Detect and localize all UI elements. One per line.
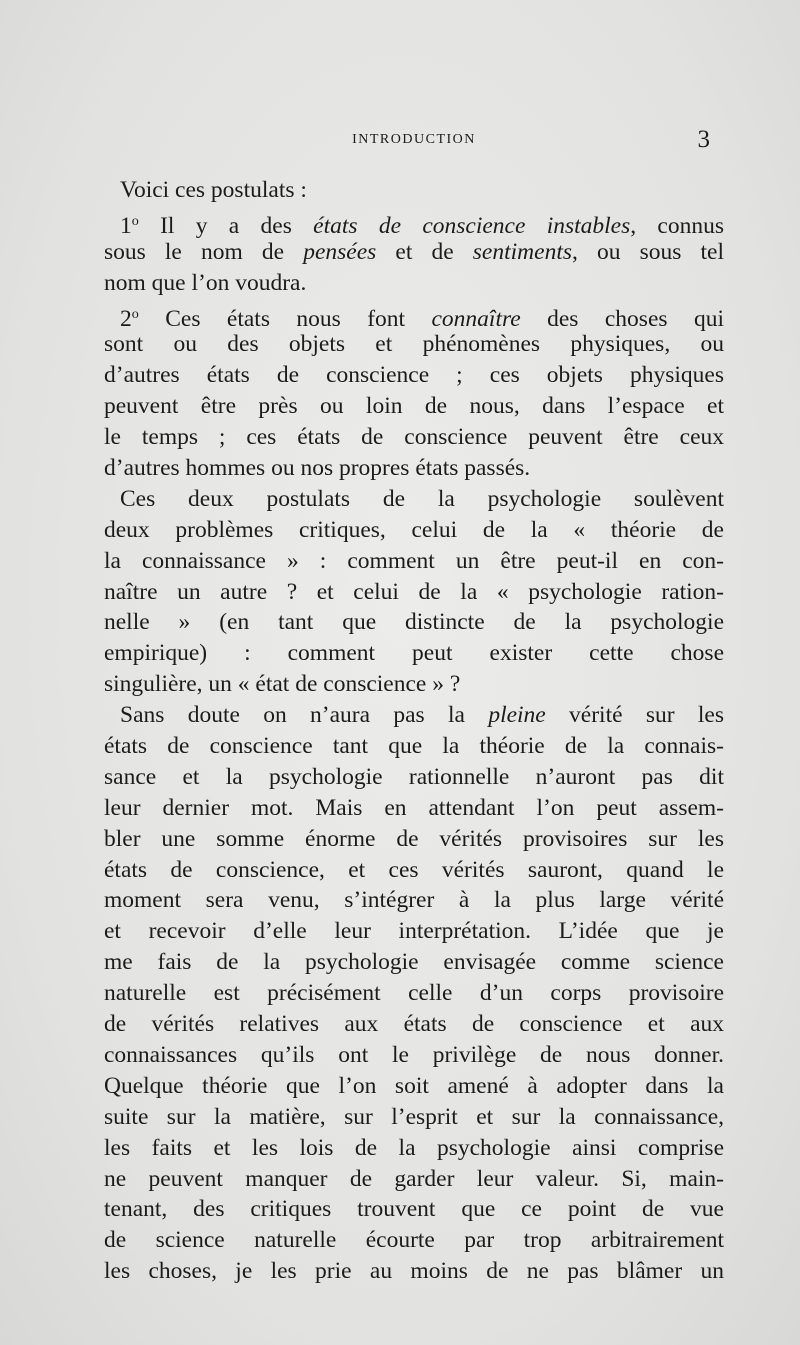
text-line-33: ne peuvent manquer de garder leur valeur. Si, main- <box>104 1165 724 1192</box>
text-line-20: sance et la psychologie rationnelle n’auront pas dit <box>104 763 724 790</box>
text-span: Ces états nous font <box>138 305 432 332</box>
text-line-7: d’autres états de conscience ; ces objets physiques <box>104 362 724 389</box>
text-line-22: bler une somme énorme de vérités provisoires sur les <box>104 825 724 852</box>
text-line-36: les choses, je les prie au moins de ne pas blâmer un <box>104 1258 724 1285</box>
text-span: Voici ces postulats : <box>120 177 307 203</box>
text-line-15: nelle » (en tant que distincte de la psychologie <box>104 609 724 636</box>
text-line-18 <box>104 700 724 731</box>
italic-span: sentiments <box>472 238 572 265</box>
ordinal-superscript: o <box>131 305 139 322</box>
text-line-3 <box>104 237 724 268</box>
text-line-28: de vérités relatives aux états de conscience et aux <box>104 1011 724 1038</box>
text-line-11: Ces deux postulats de la psychologie soulèvent <box>120 485 724 512</box>
italic-span: connaître <box>431 305 521 332</box>
text-line-4 <box>104 268 724 299</box>
text-span: Il y a des <box>138 212 314 239</box>
ordinal-superscript: o <box>131 212 139 229</box>
italic-span: pensées <box>303 238 377 265</box>
text-span: 1 <box>120 212 132 239</box>
text-line-27: naturelle est précisément celle d’un corps provisoire <box>104 980 724 1007</box>
text-line-35: de science naturelle écourte par trop arbitrairement <box>104 1227 724 1254</box>
text-line-9: le temps ; ces états de conscience peuvent être ceux <box>104 424 724 451</box>
text-line-6: sont ou des objets et phénomènes physiques, ou <box>104 331 724 358</box>
text-line-12: deux problèmes critiques, celui de la « théorie de <box>104 516 724 543</box>
text-line-29: connaissances qu’ils ont le privilège de nous donner. <box>104 1041 724 1068</box>
page-number: 3 <box>697 126 710 153</box>
text-line-32: les faits et les lois de la psychologie ainsi comprise <box>104 1134 724 1161</box>
text-line-23: états de conscience, et ces vérités sauront, quand le <box>104 856 724 883</box>
text-line-17: singulière, un « état de conscience » ? <box>104 671 461 698</box>
body-text <box>104 175 724 1287</box>
text-line-26: me fais de la psychologie envisagée comme science <box>104 949 724 976</box>
text-line-13: la connaissance » : comment un être peut-il en con- <box>104 547 724 574</box>
text-line-2 <box>104 206 724 237</box>
italic-span: états de conscience instables <box>313 212 631 239</box>
text-line-30: Quelque théorie que l’on soit amené à adopter dans la <box>104 1072 724 1099</box>
running-head <box>104 128 724 152</box>
text-span: Sans doute on n’aura pas la <box>120 702 489 729</box>
text-span: des choses qui <box>520 305 724 332</box>
text-line-19: états de conscience tant que la théorie de la connais- <box>104 733 724 760</box>
italic-span: pleine <box>488 702 546 729</box>
text-line-21: leur dernier mot. Mais en attendant l’on peut assem- <box>104 794 724 821</box>
running-head-title: INTRODUCTION <box>352 132 476 147</box>
text-line-25: et recevoir d’elle leur interprétation. L’idée que je <box>104 918 724 945</box>
text-span: nom que l’on voudra. <box>104 269 307 296</box>
text-line-5 <box>104 299 724 330</box>
text-span: , connus <box>630 212 724 239</box>
text-line-14: naître un autre ? et celui de la « psychologie ration- <box>104 578 724 605</box>
text-line-31: suite sur la matière, sur l’esprit et sur la connaissance, <box>104 1103 724 1130</box>
text-span: sous le nom de <box>104 238 304 265</box>
text-line-10: d’autres hommes ou nos propres états passés. <box>104 455 531 482</box>
text-line-16: empirique) : comment peut exister cette chose <box>104 640 724 667</box>
text-line-1 <box>104 175 724 206</box>
text-span: , ou sous tel <box>572 238 725 265</box>
text-span: vérité sur les <box>545 702 725 729</box>
text-span: 2 <box>120 305 132 332</box>
text-line-34: tenant, des critiques trouvent que ce point de vue <box>104 1196 724 1223</box>
text-line-24: moment sera venu, s’intégrer à la plus large vérité <box>104 887 724 914</box>
text-span: et de <box>376 238 473 265</box>
text-line-8: peuvent être près ou loin de nous, dans l’espace et <box>104 393 724 420</box>
